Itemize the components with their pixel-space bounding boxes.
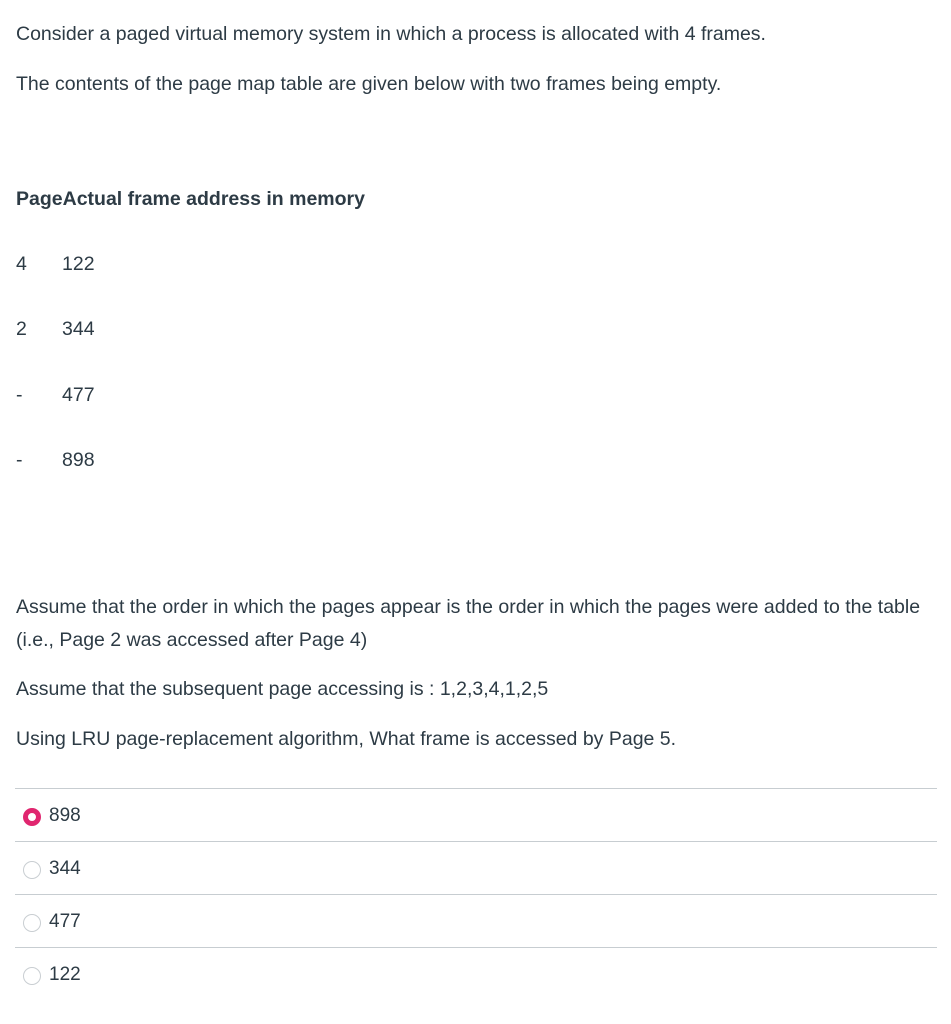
frame-address: 122 <box>62 253 95 275</box>
answer-label: 344 <box>49 858 81 879</box>
question-prompt: Using LRU page-replacement algorithm, What frame is accessed by Page 5. <box>16 728 677 750</box>
answer-option[interactable] <box>15 947 937 1000</box>
assumption-sequence: Assume that the subsequent page accessing is : 1,2,3,4,1,2,5 <box>16 678 549 700</box>
radio-icon[interactable] <box>23 967 41 985</box>
answer-option[interactable] <box>15 894 937 947</box>
page-number: - <box>16 384 23 406</box>
answer-option[interactable] <box>15 788 937 841</box>
answer-option[interactable] <box>15 841 937 894</box>
page-number: 4 <box>16 253 27 275</box>
radio-selected-icon[interactable] <box>23 808 41 826</box>
question-intro-line-2: The contents of the page map table are given below with two frames being empty. <box>16 73 722 95</box>
answer-list <box>15 788 937 1000</box>
question-intro-line-1: Consider a paged virtual memory system in which a process is allocated with 4 frames. <box>16 23 766 45</box>
answer-label: 898 <box>49 805 81 826</box>
page-number: - <box>16 449 23 471</box>
radio-icon[interactable] <box>23 914 41 932</box>
answer-label: 122 <box>49 964 81 985</box>
frame-address: 344 <box>62 318 95 340</box>
answer-label: 477 <box>49 911 81 932</box>
frame-address: 477 <box>62 384 95 406</box>
page-number: 2 <box>16 318 27 340</box>
page-table-header: PageActual frame address in memory <box>16 188 365 210</box>
assumption-order: Assume that the order in which the pages appear is the order in which the pages were added to the table (i.e., Page 2 was accessed after Page 4) <box>16 596 921 651</box>
frame-address: 898 <box>62 449 95 471</box>
radio-icon[interactable] <box>23 861 41 879</box>
